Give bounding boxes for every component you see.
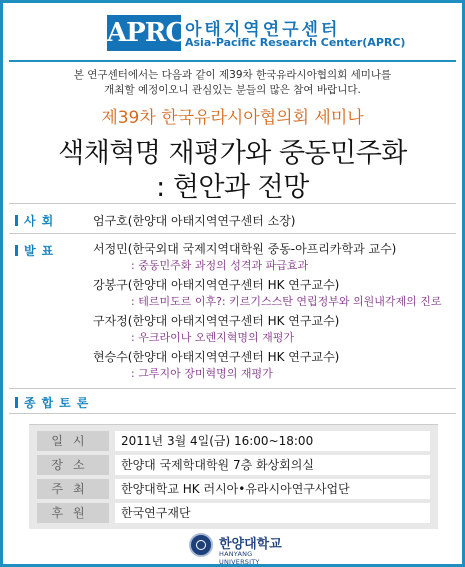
aprc-logo: APRC [107, 15, 181, 51]
org-name-english: Asia-Pacific Research Center(APRC) [185, 36, 406, 49]
topic-3: : 우크라이나 오렌지혁명의 재평가 [131, 331, 294, 344]
info-row-date [29, 429, 438, 451]
speaker-1: 서정민(한국외대 국제지역대학원 중동-아프리카학과 교수) [93, 242, 397, 256]
moderator-name: 엄구호(한양대 아태지역연구센터 소장) [93, 214, 296, 228]
org-name-korean: 아태지역연구센터 [185, 20, 341, 40]
hanyang-university-logo [189, 532, 289, 566]
divider [9, 413, 456, 414]
intro-text [3, 68, 462, 98]
header-logo [3, 13, 462, 57]
speaker-2: 강봉구(한양대 아태지역연구센터 HK 연구교수) [93, 278, 340, 292]
info-row-venue [29, 453, 438, 475]
info-key-date: 일시 [37, 431, 109, 451]
info-value-date: 2011년 3월 4일(금) 16:00~18:00 [115, 431, 430, 451]
university-name-korean: 한양대학교 [219, 537, 282, 552]
divider [9, 203, 456, 204]
intro-line-2: 개최할 예정이오니 관심있는 분들의 많은 참여 바랍니다. [104, 84, 361, 96]
divider [9, 233, 456, 234]
discussion-label: 종합토론 [15, 394, 94, 411]
section-bar [15, 397, 18, 408]
info-value-venue: 한양대 국제학대학원 7층 화상회의실 [115, 455, 430, 475]
header-rule [9, 60, 456, 62]
speaker-4: 현승수(한양대 아태지역연구센터 HK 연구교수) [93, 350, 340, 364]
info-value-sponsor: 한국연구재단 [115, 503, 430, 523]
university-name-english: HANYANG UNIVERSITY [219, 550, 260, 566]
info-row-host [29, 477, 438, 499]
info-row-sponsor [29, 501, 438, 523]
section-bar [15, 215, 18, 226]
seminar-title-line-1: 색채혁명 재평가와 중동민주화 [58, 138, 407, 169]
topic-1: : 중동민주화 과정의 성격과 파급효과 [131, 259, 309, 272]
university-seal-icon [189, 533, 213, 557]
topic-4: : 그루지아 장미혁명의 재평가 [131, 367, 273, 380]
info-key-host: 주최 [37, 479, 109, 499]
seminar-title-line-2: : 현안과 전망 [156, 172, 309, 203]
info-value-host: 한양대학교 HK 러시아•유라시아연구사업단 [115, 479, 430, 499]
presentations-label: 발표 [15, 242, 59, 259]
moderator-label: 사회 [15, 212, 59, 229]
topic-2: : 테르미도르 이후?: 키르기스스탄 연립정부와 의원내각제의 진로 [131, 295, 442, 308]
speaker-3: 구자정(한양대 아태지역연구센터 HK 연구교수) [93, 314, 340, 328]
seminar-subtitle: 제39차 한국유라시아협의회 세미나 [101, 108, 364, 128]
divider [9, 388, 456, 389]
event-info-panel [29, 424, 438, 529]
section-bar [15, 245, 18, 256]
info-key-venue: 장소 [37, 455, 109, 475]
info-key-sponsor: 후원 [37, 503, 109, 523]
intro-line-1: 본 연구센터에서는 다음과 같이 제39차 한국유라시아협의회 세미나를 [73, 69, 392, 81]
